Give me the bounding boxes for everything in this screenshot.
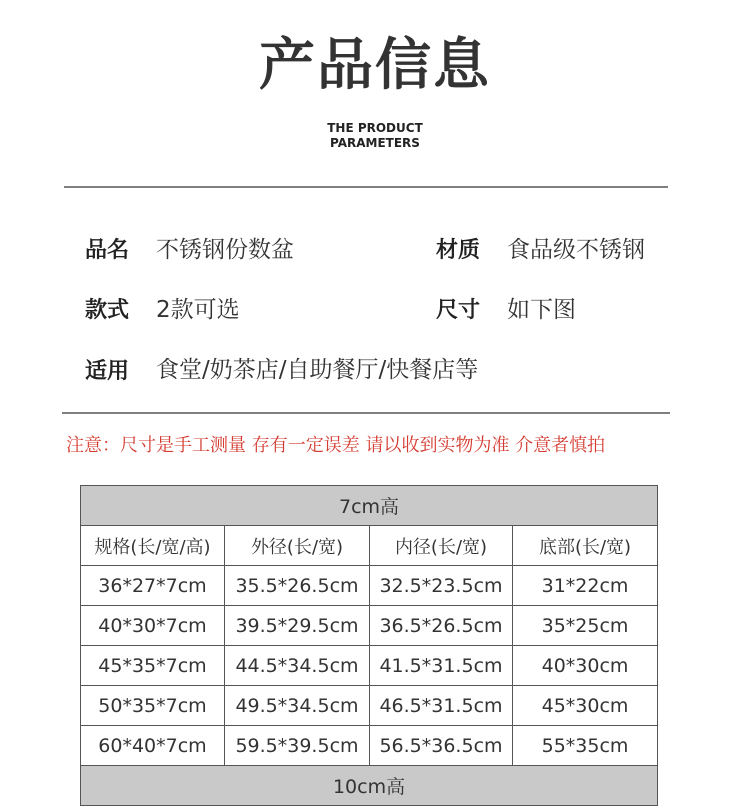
header-bottom: 底部(长/宽)	[513, 526, 658, 566]
table-cell: 60*40*7cm	[81, 726, 225, 766]
table-row	[81, 646, 658, 686]
header-outer: 外径(长/宽)	[225, 526, 370, 566]
table-cell: 55*35cm	[513, 726, 658, 766]
section-7cm: 7cm高	[81, 486, 658, 526]
table-cell: 59.5*39.5cm	[225, 726, 370, 766]
page-subtitle	[0, 121, 750, 151]
table-row	[81, 566, 658, 606]
middle-divider	[62, 412, 670, 414]
section-10cm: 10cm高	[81, 766, 658, 806]
table-row	[81, 686, 658, 726]
table-cell: 45*35*7cm	[81, 646, 225, 686]
spec-table	[80, 485, 658, 806]
table-section-header	[81, 766, 658, 806]
top-divider	[64, 186, 668, 188]
size-value: 如下图	[507, 297, 576, 323]
subtitle-line-1: THE PRODUCT	[327, 121, 423, 135]
table-cell: 39.5*29.5cm	[225, 606, 370, 646]
table-cell: 36*27*7cm	[81, 566, 225, 606]
table-cell: 46.5*31.5cm	[370, 686, 513, 726]
table-row	[81, 606, 658, 646]
table-header-row	[81, 526, 658, 566]
page-title: 产品信息	[259, 33, 491, 98]
size-label: 尺寸	[436, 298, 481, 323]
material-value: 食品级不锈钢	[507, 237, 645, 263]
table-cell: 35*25cm	[513, 606, 658, 646]
table-cell: 56.5*36.5cm	[370, 726, 513, 766]
table-cell: 41.5*31.5cm	[370, 646, 513, 686]
style-value: 2款可选	[156, 297, 240, 323]
header-inner: 内径(长/宽)	[370, 526, 513, 566]
table-cell: 32.5*23.5cm	[370, 566, 513, 606]
measurement-notice: 注意：尺寸是手工测量 存有一定误差 请以收到实物为准 介意者慎拍	[66, 435, 606, 456]
usage-label: 适用	[85, 359, 130, 384]
table-section-header	[81, 486, 658, 526]
material-label: 材质	[436, 238, 481, 263]
table-row	[81, 726, 658, 766]
usage-value: 食堂/奶茶店/自助餐厅/快餐店等	[156, 357, 479, 383]
table-cell: 35.5*26.5cm	[225, 566, 370, 606]
table-cell: 44.5*34.5cm	[225, 646, 370, 686]
subtitle-line-2: PARAMETERS	[330, 136, 420, 150]
name-value: 不锈钢份数盆	[156, 237, 294, 263]
table-cell: 49.5*34.5cm	[225, 686, 370, 726]
table-cell: 36.5*26.5cm	[370, 606, 513, 646]
style-label: 款式	[85, 298, 130, 323]
table-cell: 40*30*7cm	[81, 606, 225, 646]
table-cell: 45*30cm	[513, 686, 658, 726]
table-cell: 50*35*7cm	[81, 686, 225, 726]
name-label: 品名	[85, 238, 130, 263]
header-spec: 规格(长/宽/高)	[81, 526, 225, 566]
table-cell: 40*30cm	[513, 646, 658, 686]
table-cell: 31*22cm	[513, 566, 658, 606]
